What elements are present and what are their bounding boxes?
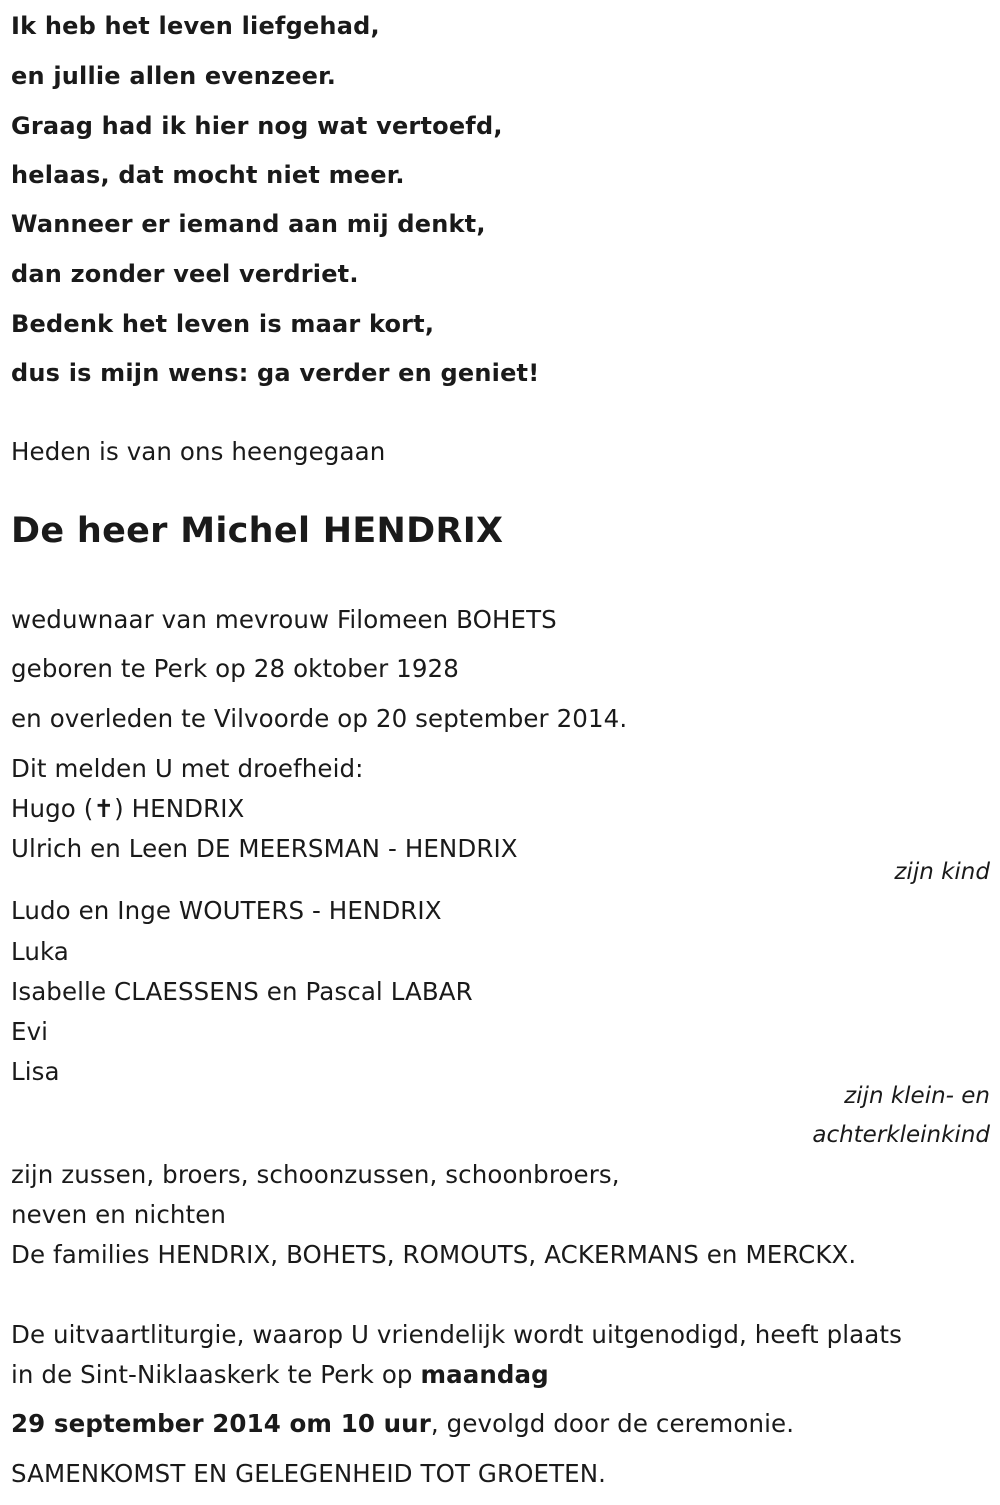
funeral-day: maandag	[420, 1360, 549, 1389]
funeral-ceremony: , gevolgd door de ceremonie.	[430, 1409, 795, 1438]
intro-text: Heden is van ons heengegaan	[11, 437, 386, 466]
detail-line: weduwnaar van mevrouw Filomeen BOHETS	[11, 605, 557, 634]
grandchild-line: Lisa	[11, 1057, 60, 1086]
poem-line: dus is mijn wens: ga verder en geniet!	[11, 359, 540, 387]
funeral-line	[11, 1360, 549, 1389]
grandchild-line: Ludo en Inge WOUTERS - HENDRIX	[11, 896, 442, 925]
closing-text: SAMENKOMST EN GELEGENHEID TOT GROETEN.	[11, 1459, 607, 1488]
detail-line: en overleden te Vilvoorde op 20 september 2014.	[11, 704, 628, 733]
poem-line: dan zonder veel verdriet.	[11, 260, 359, 288]
funeral-line	[11, 1409, 795, 1438]
announce-intro: Dit melden U met droefheid:	[11, 754, 364, 783]
relatives-line: neven en nichten	[11, 1200, 227, 1229]
relatives-line: De families HENDRIX, BOHETS, ROMOUTS, ACKERMANS en MERCKX.	[11, 1240, 857, 1269]
detail-line: geboren te Perk op 28 oktober 1928	[11, 654, 459, 683]
relatives-line: zijn zussen, broers, schoonzussen, schoonbroers,	[11, 1160, 620, 1189]
child-line: Ulrich en Leen DE MEERSMAN - HENDRIX	[11, 834, 518, 863]
poem-line: en jullie allen evenzeer.	[11, 62, 337, 90]
grandchildren-role-line: achterkleinkind	[812, 1122, 990, 1148]
poem-line: helaas, dat mocht niet meer.	[11, 161, 405, 189]
poem-line: Ik heb het leven liefgehad,	[11, 12, 380, 40]
grandchildren-role-line: zijn klein- en	[844, 1083, 990, 1109]
grandchild-line: Luka	[11, 937, 69, 966]
funeral-line: De uitvaartliturgie, waarop U vriendelijk wordt uitgenodigd, heeft plaats	[11, 1320, 902, 1349]
deceased-name: De heer Michel HENDRIX	[11, 511, 504, 551]
poem-line: Graag had ik hier nog wat vertoefd,	[11, 112, 503, 140]
grandchild-line: Evi	[11, 1017, 49, 1046]
child-line: Hugo (✝) HENDRIX	[11, 794, 245, 823]
poem-line: Bedenk het leven is maar kort,	[11, 310, 435, 338]
funeral-date-time: 29 september 2014 om 10 uur	[11, 1409, 431, 1438]
grandchild-line: Isabelle CLAESSENS en Pascal LABAR	[11, 977, 473, 1006]
children-role: zijn kind	[894, 859, 990, 885]
funeral-location: in de Sint-Niklaaskerk te Perk op	[11, 1360, 421, 1389]
poem-line: Wanneer er iemand aan mij denkt,	[11, 210, 486, 238]
